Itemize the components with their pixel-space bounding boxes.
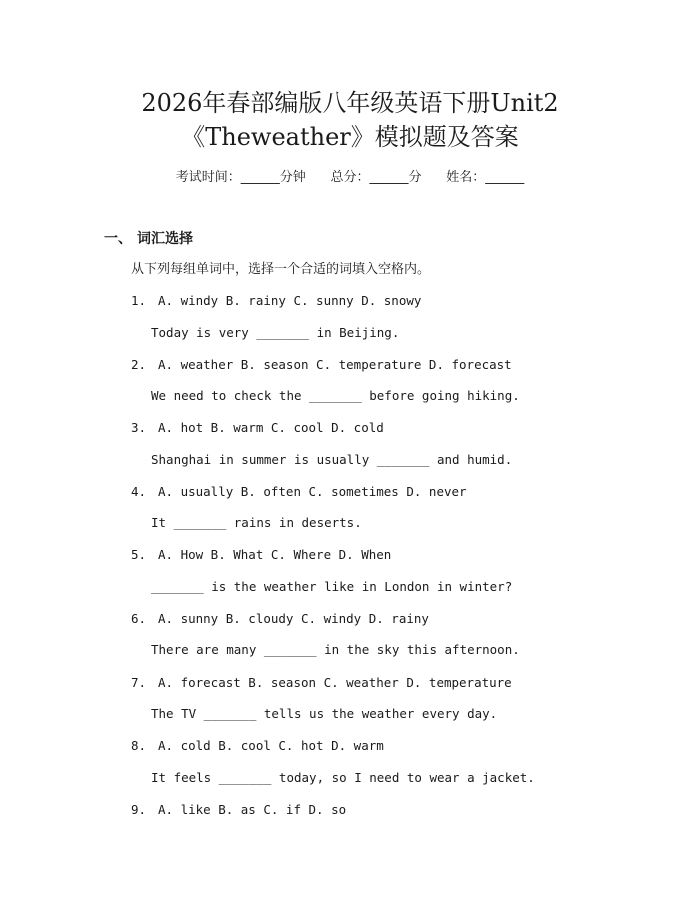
- question-number: 4.: [131, 483, 147, 499]
- question-options-text: A. usually B. often C. sometimes D. never: [158, 483, 467, 499]
- exam-info-line: 考试时间：______分钟 总分：______分 姓名：______: [175, 170, 525, 185]
- question-number: 6.: [131, 610, 147, 626]
- question-number: 2.: [131, 356, 147, 372]
- question-item: [131, 673, 651, 737]
- question-options-text: A. hot B. warm C. cool D. cold: [158, 420, 384, 436]
- question-options-text: A. weather B. season C. temperature D. forecast: [158, 356, 512, 372]
- question-sentence: There are many _______ in the sky this afternoon.: [151, 642, 520, 658]
- question-item: [131, 291, 651, 355]
- question-number: 7.: [131, 674, 147, 690]
- question-options: [131, 800, 651, 820]
- section-heading: [104, 229, 193, 249]
- question-options: [131, 418, 651, 438]
- question-list: [131, 291, 651, 863]
- question-options-text: A. How B. What C. Where D. When: [158, 547, 392, 563]
- question-sentence: _______ is the weather like in London in winter?: [151, 578, 513, 594]
- question-options-text: A. sunny B. cloudy C. windy D. rainy: [158, 610, 429, 626]
- question-number: 9.: [131, 801, 147, 817]
- question-options: [131, 482, 651, 502]
- question-item: [131, 800, 651, 864]
- question-item: [131, 482, 651, 546]
- question-options: [131, 673, 651, 693]
- section-title: 词汇选择: [137, 231, 193, 247]
- question-item: [131, 736, 651, 800]
- question-options-text: A. like B. as C. if D. so: [158, 801, 347, 817]
- question-number: 1.: [131, 293, 147, 308]
- question-number: 5.: [131, 547, 147, 563]
- question-item: [131, 418, 651, 482]
- question-sentence: The TV _______ tells us the weather every day.: [151, 706, 498, 722]
- question-options: [131, 736, 651, 756]
- question-sentence: Today is very _______ in Beijing.: [151, 324, 400, 340]
- question-sentence: It feels _______ today, so I need to wear a jacket.: [151, 769, 535, 785]
- question-sentence: It _______ rains in deserts.: [151, 515, 362, 531]
- document-title-line-2: 《Theweather》模拟题及答案: [181, 123, 519, 151]
- question-number: 3.: [131, 420, 147, 436]
- question-options: [131, 355, 651, 375]
- document-title-line-1: 2026年春部编版八年级英语下册Unit2: [141, 89, 559, 117]
- question-item: [131, 355, 651, 419]
- question-options-text: A. windy B. rainy C. sunny D. snowy: [158, 293, 422, 308]
- question-sentence: We need to check the _______ before going hiking.: [151, 388, 520, 404]
- question-sentence: Shanghai in summer is usually _______ and humid.: [151, 451, 513, 467]
- question-options: [131, 291, 651, 311]
- section-instruction: 从下列每组单词中，选择一个合适的词填入空格内。: [131, 262, 431, 277]
- question-options-text: A. cold B. cool C. hot D. warm: [158, 738, 384, 754]
- question-options-text: A. forecast B. season C. weather D. temperature: [158, 674, 512, 690]
- question-item: [131, 609, 651, 673]
- question-item: [131, 545, 651, 609]
- question-number: 8.: [131, 738, 147, 754]
- question-options: [131, 545, 651, 565]
- section-number: 一、: [104, 231, 132, 247]
- question-options: [131, 609, 651, 629]
